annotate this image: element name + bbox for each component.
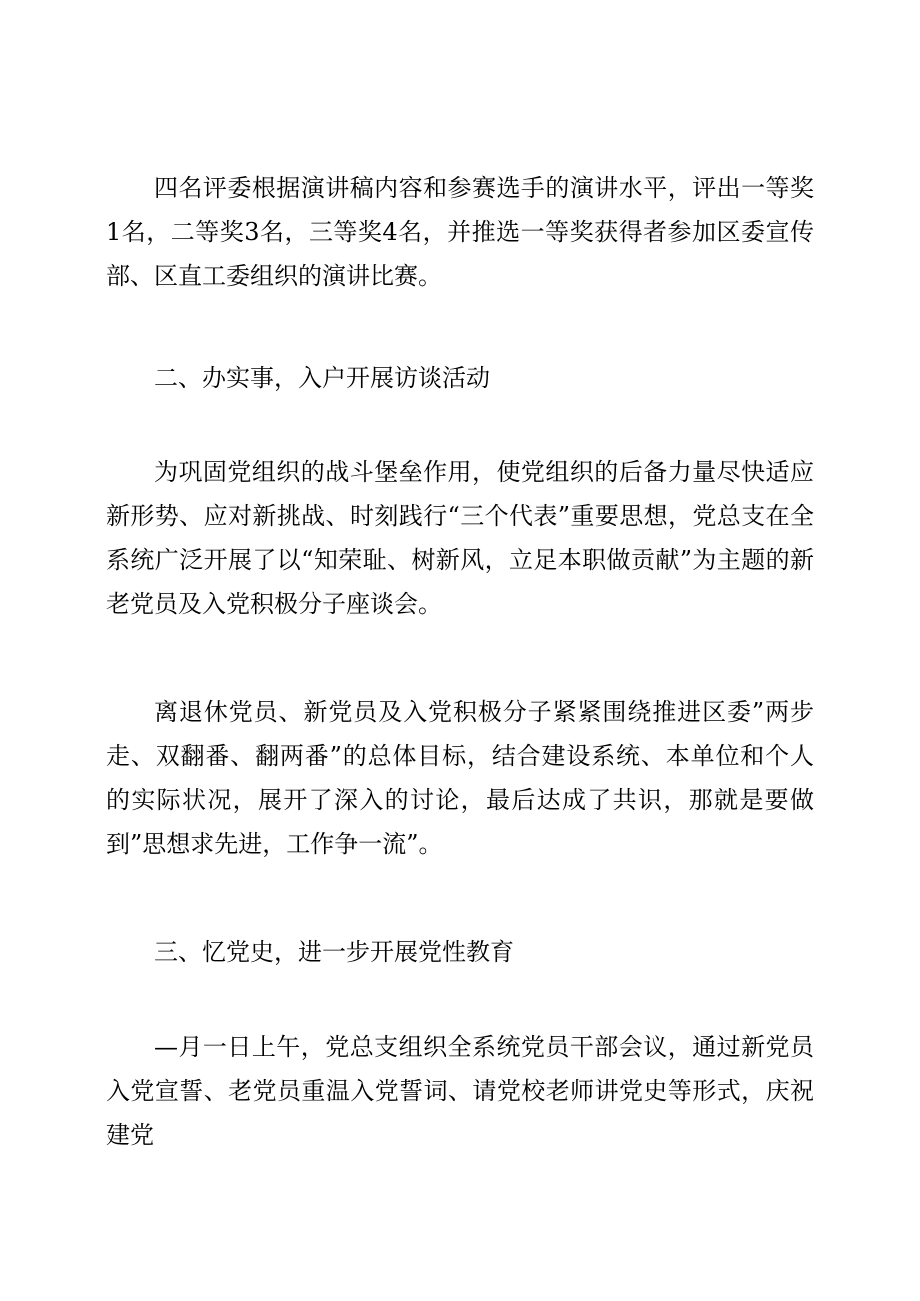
paragraph-party-history: —月一日上午，党总支组织全系统党员干部会议，通过新党员入党宣誓、老党员重温入党誓词、请党校老师讲党史等形式，庆祝建党 [106,1033,814,1149]
section-heading-2: 二、办实事，入户开展访谈活动 [154,364,490,392]
paragraph-award-results: 四名评委根据演讲稿内容和参赛选手的演讲水平，评出一等奖1名，二等奖3名，三等奖4名，并推选一等奖获得者参加区委宣传部、区直工委组织的演讲比赛。 [106,174,814,290]
paragraph-discussion: 离退休党员、新党员及入党积极分子紧紧围绕推进区委”两步走、双翻番、翻两番”的总体目标，结合建设系统、本单位和个人的实际状况，展开了深入的讨论，最后达成了共识，那就是要做到”思想求先进，工作争一流”。 [106,698,814,858]
paragraph-symposium: 为巩固党组织的战斗堡垒作用，使党组织的后备力量尽快适应新形势、应对新挑战、时刻践行“三个代表”重要思想，党总支在全系统广泛开展了以“知荣耻、树新风，立足本职做贡献”为主题的新老党员及入党积极分子座谈会。 [106,458,814,618]
section-heading-3: 三、忆党史，进一步开展党性教育 [154,938,514,966]
